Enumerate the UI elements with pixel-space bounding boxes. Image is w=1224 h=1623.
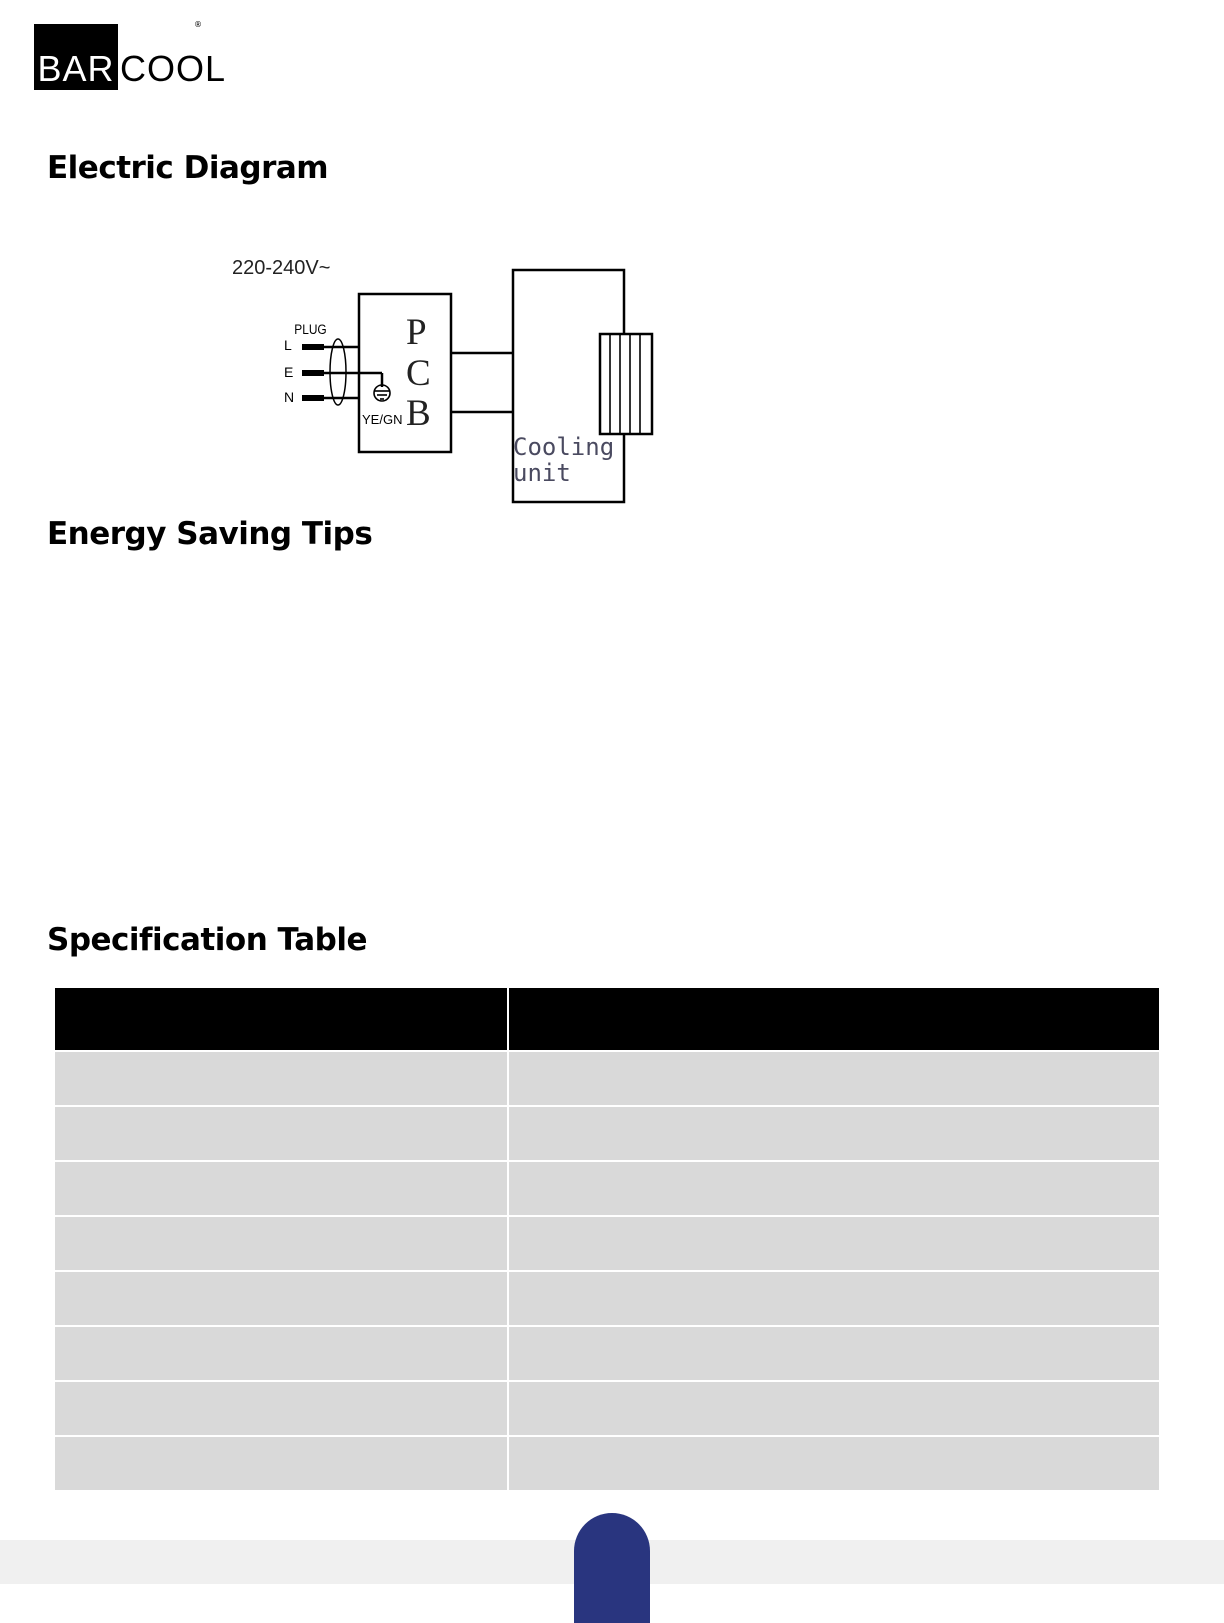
- logo-box: [34, 24, 118, 90]
- logo-rest: [118, 24, 226, 90]
- table-row: [55, 1382, 1159, 1435]
- brand-logo: [34, 24, 226, 90]
- table-row: [55, 1217, 1159, 1270]
- pcb-letter-c: C: [406, 353, 431, 394]
- energy-saving-heading: Energy Saving Tips: [47, 516, 373, 552]
- ground-icon: [374, 385, 390, 401]
- logo-text-cool: COOL: [120, 48, 227, 89]
- electric-diagram-heading: Electric Diagram: [47, 150, 329, 186]
- cooling-unit-label-1: Cooling: [513, 433, 615, 461]
- spec-cell: [509, 1327, 1159, 1380]
- spec-cell: [55, 1217, 507, 1270]
- spec-cell: [55, 1437, 507, 1490]
- spec-cell: [55, 1107, 507, 1160]
- plug-pins: [302, 347, 324, 398]
- spec-cell: [509, 1107, 1159, 1160]
- spec-cell: [55, 1382, 507, 1435]
- spec-table-heading: Specification Table: [47, 922, 367, 958]
- spec-cell: [509, 1382, 1159, 1435]
- spec-cell: [509, 1437, 1159, 1490]
- table-row: [55, 1437, 1159, 1490]
- spec-header-cell: [55, 988, 507, 1050]
- pcb-letter-b: B: [406, 393, 431, 434]
- table-row: [55, 1052, 1159, 1105]
- energy-tips-body: [47, 570, 1147, 890]
- terminal-l: L: [284, 337, 292, 353]
- spec-cell: [55, 1052, 507, 1105]
- terminal-e: E: [284, 364, 294, 380]
- table-row: [55, 1327, 1159, 1380]
- spec-cell: [55, 1272, 507, 1325]
- specification-table: [53, 986, 1161, 1492]
- spec-header-row: [55, 988, 1159, 1050]
- pcb-letter-p: P: [406, 312, 427, 353]
- spec-cell: [55, 1327, 507, 1380]
- ground-label: YE/GN: [362, 412, 403, 427]
- registered-mark: ®: [194, 20, 202, 29]
- logo-text-bar: BAR: [37, 48, 115, 89]
- table-row: [55, 1107, 1159, 1160]
- cooling-unit-label-2: unit: [513, 459, 571, 487]
- page-number-tab: [574, 1513, 650, 1623]
- spec-cell: [55, 1162, 507, 1215]
- voltage-label: 220-240V~: [232, 257, 331, 279]
- spec-header-cell: [509, 988, 1159, 1050]
- electric-diagram: [228, 250, 668, 510]
- spec-cell: [509, 1162, 1159, 1215]
- plug-label: PLUG: [294, 321, 327, 338]
- table-row: [55, 1272, 1159, 1325]
- terminal-n: N: [284, 389, 295, 405]
- spec-cell: [509, 1272, 1159, 1325]
- spec-cell: [509, 1217, 1159, 1270]
- table-row: [55, 1162, 1159, 1215]
- heat-exchanger-icon: [600, 334, 652, 434]
- spec-cell: [509, 1052, 1159, 1105]
